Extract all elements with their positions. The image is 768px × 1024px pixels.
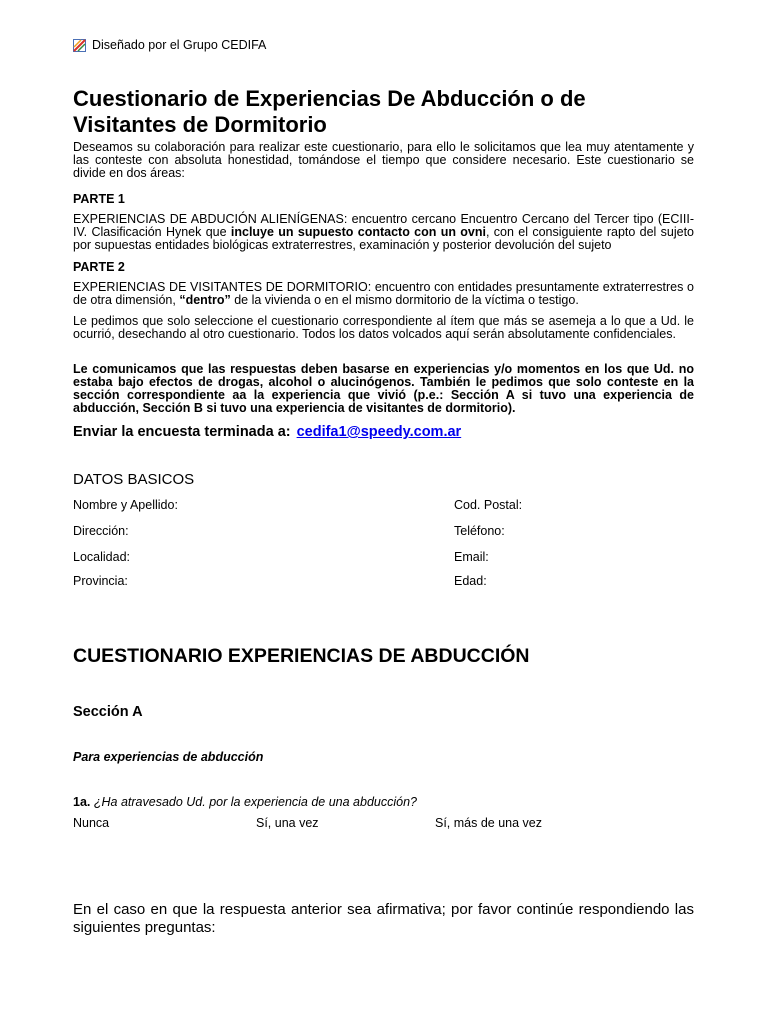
question-number: 1a. bbox=[73, 795, 91, 809]
followup-paragraph: En el caso en que la respuesta anterior sea afirmativa; por favor continúe respondiendo las siguientes preguntas: bbox=[73, 901, 694, 936]
send-line bbox=[73, 424, 694, 440]
parte2-text-b: de la vivienda o en el mismo dormitorio de la víctima o testigo. bbox=[234, 293, 579, 307]
field-email: Email: bbox=[454, 550, 489, 564]
parte1-text-bold: incluye un supuesto contacto con un ovni bbox=[230, 225, 486, 239]
parte1-text bbox=[73, 213, 694, 252]
question-1a bbox=[73, 795, 694, 809]
field-cod-postal: Cod. Postal: bbox=[454, 498, 523, 512]
option-si-mas-de-una-vez[interactable]: Sí, más de una vez bbox=[435, 816, 543, 830]
cedifa-logo-icon bbox=[73, 39, 86, 52]
bold-note-paragraph: Le comunicamos que las respuestas deben basarse en experiencias y/o momentos en los que Ud. no estaba bajo efectos de drogas, alcohol o alucinógenos. También le pedimos que solo conteste en la sección correspondiente aa la experiencia que vivió (p.e.: Sección A si tuvo una experiencia de abducción, Sección B si tuvo una experiencia de visitantes de dormitorio). bbox=[73, 362, 694, 415]
parte1-heading: PARTE 1 bbox=[73, 192, 125, 206]
send-label: Enviar la encuesta terminada a: bbox=[73, 424, 291, 440]
field-direccion: Dirección: bbox=[73, 524, 129, 538]
note-paragraph: Le pedimos que solo seleccione el cuestionario correspondiente al ítem que más se asemeja a lo que a Ud. le ocurrió, desechando al otro cuestionario. Todos los datos volcados aquí serán absolutamente confidenciales. bbox=[73, 314, 694, 341]
field-provincia: Provincia: bbox=[73, 574, 128, 588]
page-title: Cuestionario de Experiencias De Abducción o de Visitantes de Dormitorio bbox=[73, 86, 586, 137]
parte2-text-bold: “dentro” bbox=[179, 293, 231, 307]
parte1-text-b: , con el consiguiente rapto del sujeto por supuestas entidades biológicas extraterrestres, examinación y posterior devolución del sujeto bbox=[73, 225, 694, 252]
datos-title: DATOS BASICOS bbox=[73, 471, 195, 488]
parte1-text-a: EXPERIENCIAS DE ABDUCIÓN ALIENÍGENAS: encuentro cercano Encuentro Cercano del Tercer tipo (ECIII- IV. Clasificación Hynek que bbox=[73, 212, 694, 239]
intro-paragraph: Deseamos su colaboración para realizar este cuestionario, para ello le solicitamos que lea muy atentamente y las conteste con absoluta honestidad, tomándose el tiempo que considere necesario. Este cuestionario se divide en dos áreas: bbox=[73, 140, 694, 180]
question-text: ¿Ha atravesado Ud. por la experiencia de una abducción? bbox=[93, 795, 417, 809]
para-experiencias-heading: Para experiencias de abducción bbox=[73, 750, 264, 764]
section-title: CUESTIONARIO EXPERIENCIAS DE ABDUCCIÓN bbox=[73, 645, 530, 667]
option-nunca[interactable]: Nunca bbox=[73, 816, 110, 830]
field-localidad: Localidad: bbox=[73, 550, 130, 564]
header bbox=[73, 38, 266, 52]
send-email-link[interactable]: cedifa1@speedy.com.ar bbox=[296, 424, 462, 440]
parte2-text-a: EXPERIENCIAS DE VISITANTES DE DORMITORIO: encuentro con entidades presuntamente extraterrestres o de otra dimensión, bbox=[73, 280, 694, 307]
header-text: Diseñado por el Grupo CEDIFA bbox=[92, 38, 267, 52]
parte2-text bbox=[73, 281, 694, 307]
field-telefono: Teléfono: bbox=[454, 524, 505, 538]
seccion-a-heading: Sección A bbox=[73, 704, 143, 720]
field-nombre: Nombre y Apellido: bbox=[73, 498, 178, 512]
option-si-una-vez[interactable]: Sí, una vez bbox=[256, 816, 319, 830]
field-edad: Edad: bbox=[454, 574, 487, 588]
parte2-heading: PARTE 2 bbox=[73, 260, 125, 274]
